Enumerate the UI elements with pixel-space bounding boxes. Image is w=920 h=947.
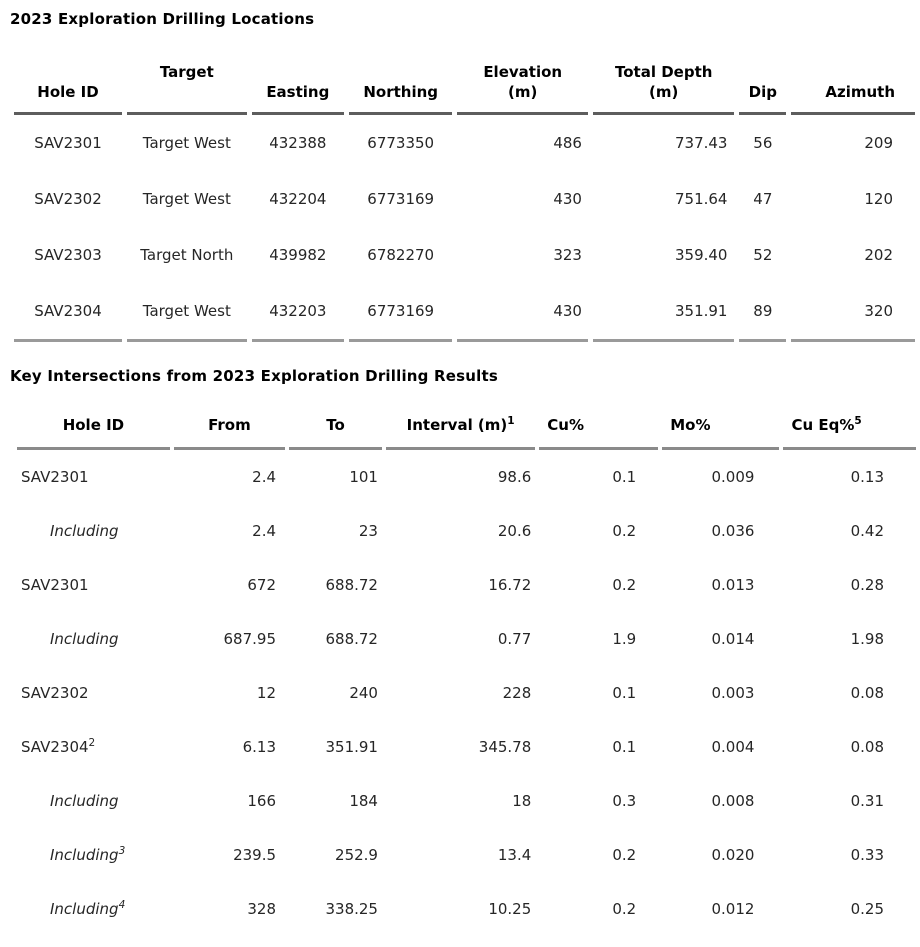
- table-cell: 432388: [269, 134, 327, 152]
- table-cell: 0.31: [850, 792, 884, 810]
- table-cell: SAV2304: [14, 283, 122, 342]
- table-cell: 0.009: [711, 468, 755, 486]
- table-row: [17, 882, 916, 936]
- table-cell: 430: [457, 283, 588, 342]
- key-intersections-table: [13, 407, 920, 936]
- table-cell: 23: [358, 522, 378, 540]
- column-header: [252, 54, 344, 115]
- drilling-locations-table: [9, 54, 920, 342]
- column-header-label: Azimuth: [825, 83, 895, 101]
- table-cell: 1.98: [850, 630, 884, 648]
- column-header: [791, 54, 915, 115]
- table-cell: 751.64: [674, 190, 728, 208]
- table-cell: 0.13: [850, 468, 884, 486]
- column-header: [349, 54, 452, 115]
- table-cell: Including: [50, 522, 119, 540]
- table-cell: 6773169: [349, 283, 452, 342]
- table-cell: 0.2: [612, 846, 637, 864]
- column-header-label: Hole ID: [37, 83, 99, 101]
- table-cell: 0.036: [711, 522, 755, 540]
- column-header-label: Cu Eq%$^5$: [791, 415, 862, 434]
- table-cell: 0.1: [612, 738, 637, 756]
- header-row: [17, 407, 916, 450]
- table-row: [14, 283, 915, 342]
- table-cell: 737.43: [674, 134, 728, 152]
- table-row: [17, 666, 916, 720]
- table-cell: 687.95: [223, 630, 277, 648]
- column-header: [14, 54, 122, 115]
- table-row: [17, 612, 916, 666]
- table-cell: Including: [50, 630, 119, 648]
- table-cell: 166: [247, 792, 277, 810]
- table-cell: 0.2: [612, 900, 637, 918]
- column-header: [174, 407, 285, 450]
- table-cell: 20.6: [497, 522, 532, 540]
- column-header: [539, 407, 658, 450]
- column-header-label: Elevation: [483, 63, 563, 81]
- table-cell: SAV2302: [21, 684, 89, 702]
- table-cell: 98.6: [497, 468, 532, 486]
- table-body: [14, 115, 915, 342]
- table-cell: 0.013: [711, 576, 755, 594]
- table-cell: 1.9: [612, 630, 637, 648]
- table-cell: Including$^3$: [50, 845, 126, 864]
- superscript-footnote: 2: [88, 737, 96, 749]
- table-cell: 351.91: [325, 738, 378, 756]
- drilling-locations-section: [0, 0, 920, 342]
- table-row: [17, 720, 916, 774]
- table-cell: 6.13: [242, 738, 277, 756]
- table-cell: 56: [753, 134, 773, 152]
- table-cell: 6782270: [367, 246, 435, 264]
- table-cell: 688.72: [325, 576, 378, 594]
- table-cell: 0.1: [612, 684, 637, 702]
- table-cell: 0.008: [711, 792, 755, 810]
- table-cell: 12: [256, 684, 277, 702]
- column-header: [739, 54, 786, 115]
- table-row: [17, 504, 916, 558]
- table-cell: 52: [753, 246, 773, 264]
- table-cell: 432204: [269, 190, 327, 208]
- table-cell: 0.1: [612, 468, 637, 486]
- column-header-label: Northing: [363, 83, 439, 101]
- table-cell: Target West: [142, 190, 231, 208]
- table-cell: 0.014: [711, 630, 755, 648]
- superscript-footnote: 4: [118, 899, 126, 911]
- table-cell: 184: [349, 792, 378, 810]
- table-cell: 0.2: [612, 522, 637, 540]
- column-header: [289, 407, 382, 450]
- table-cell: SAV2303: [34, 246, 102, 264]
- table-cell: 0.012: [711, 900, 755, 918]
- column-header-label: Hole ID: [62, 416, 125, 434]
- column-header: [662, 407, 779, 450]
- column-header-label: Cu%: [547, 416, 584, 434]
- table-row: [17, 774, 916, 828]
- table-body: [17, 450, 916, 936]
- table-cell: 351.91: [593, 283, 735, 342]
- table-cell: SAV2301: [21, 468, 89, 486]
- key-intersections-title: Key Intersections from 2023 Exploration Drilling Results: [10, 367, 498, 385]
- table-cell: 120: [864, 190, 893, 208]
- column-header-label: To: [326, 416, 345, 434]
- table-cell: 16.72: [488, 576, 532, 594]
- table-cell: 0.2: [612, 576, 637, 594]
- table-cell: 338.25: [325, 900, 378, 918]
- table-cell: 10.25: [488, 900, 532, 918]
- column-header: [457, 54, 588, 115]
- superscript-footnote: 3: [118, 845, 126, 857]
- table-cell: SAV2301: [21, 576, 89, 594]
- drilling-locations-title: 2023 Exploration Drilling Locations: [10, 10, 315, 28]
- table-cell: 672: [247, 576, 277, 594]
- table-cell: 359.40: [674, 246, 728, 264]
- table-cell: SAV2302: [34, 190, 102, 208]
- column-header: [593, 54, 735, 115]
- table-cell: 320: [791, 283, 915, 342]
- table-cell: 0.020: [711, 846, 755, 864]
- column-header: [17, 407, 170, 450]
- table-cell: SAV2304$^2$: [21, 737, 96, 756]
- table-cell: 202: [864, 246, 893, 264]
- table-cell: 228: [502, 684, 532, 702]
- column-header: [386, 407, 535, 450]
- table-cell: 47: [753, 190, 773, 208]
- column-header-label: From: [208, 416, 251, 434]
- table-cell: 0.42: [850, 522, 884, 540]
- table-cell: 2.4: [252, 468, 277, 486]
- table-cell: 323: [553, 246, 582, 264]
- table-cell: Target West: [142, 134, 231, 152]
- table-cell: 209: [864, 134, 893, 152]
- table-cell: 0.08: [850, 738, 884, 756]
- table-cell: 0.28: [850, 576, 884, 594]
- column-header-label: (m): [508, 83, 538, 101]
- table-cell: 18: [512, 792, 532, 810]
- column-header-label: Total Depth: [615, 63, 713, 81]
- table-cell: Target North: [140, 246, 234, 264]
- column-header-label: Mo%: [670, 416, 711, 434]
- table-cell: 439982: [269, 246, 327, 264]
- superscript-footnote: 5: [854, 415, 862, 427]
- column-header: [127, 54, 247, 115]
- table-cell: 0.08: [850, 684, 884, 702]
- header-row: [14, 54, 915, 115]
- table-cell: 252.9: [335, 846, 378, 864]
- table-cell: Including: [50, 792, 119, 810]
- key-intersections-section: [0, 342, 920, 936]
- table-cell: 240: [349, 684, 378, 702]
- table-cell: 688.72: [325, 630, 378, 648]
- table-cell: 345.78: [478, 738, 532, 756]
- table-cell: 0.77: [497, 630, 532, 648]
- table-row: [14, 171, 915, 227]
- table-cell: 0.004: [711, 738, 755, 756]
- table-cell: 432203: [252, 283, 344, 342]
- table-row: [17, 558, 916, 612]
- column-header-label: Dip: [748, 83, 777, 101]
- column-header-label: (m): [649, 83, 679, 101]
- table-cell: 2.4: [252, 522, 277, 540]
- table-cell: 6773350: [367, 134, 435, 152]
- table-row: [14, 227, 915, 283]
- superscript-footnote: 1: [507, 415, 515, 427]
- table-row: [14, 115, 915, 171]
- table-cell: 486: [553, 134, 582, 152]
- table-cell: 89: [739, 283, 786, 342]
- table-cell: Target West: [127, 283, 247, 342]
- table-cell: 430: [553, 190, 582, 208]
- table-cell: 239.5: [233, 846, 277, 864]
- column-header-label: Target: [159, 63, 214, 81]
- table-header: [17, 407, 916, 450]
- column-header-label: Interval $(m)^1$: [406, 415, 515, 434]
- table-cell: 328: [247, 900, 277, 918]
- column-header-label: Easting: [266, 83, 330, 101]
- table-cell: 6773169: [367, 190, 435, 208]
- table-cell: SAV2301: [34, 134, 102, 152]
- table-cell: 0.3: [612, 792, 637, 810]
- table-header: [14, 54, 915, 115]
- table-cell: 0.33: [850, 846, 884, 864]
- table-cell: 0.003: [711, 684, 755, 702]
- table-row: [17, 450, 916, 504]
- table-cell: Including$^4$: [50, 899, 126, 918]
- column-header: [783, 407, 916, 450]
- table-row: [17, 828, 916, 882]
- table-cell: 13.4: [497, 846, 532, 864]
- table-cell: 0.25: [850, 900, 884, 918]
- table-cell: 101: [349, 468, 378, 486]
